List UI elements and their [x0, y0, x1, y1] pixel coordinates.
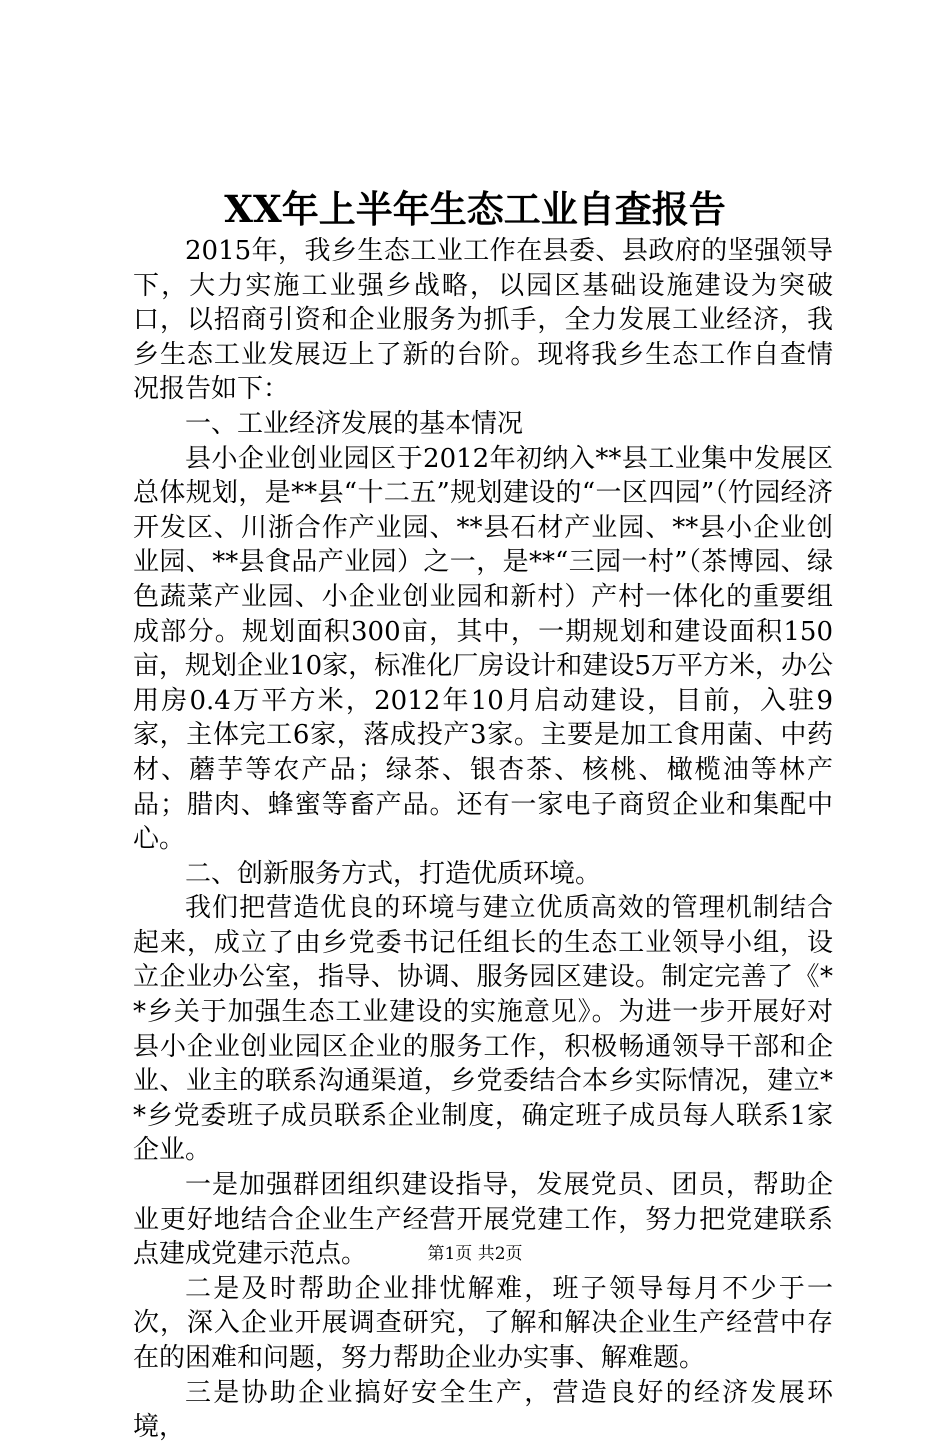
- page-footer: 第1页 共2页: [427, 1244, 523, 1264]
- paragraph-point-3: 三是协助企业搞好安全生产，营造良好的经济发展环境，: [133, 1377, 833, 1443]
- paragraph-point-2: 二是及时帮助企业排忧解难，班子领导每月不少于一次，深入企业开展调查研究，了解和解决企业生产经营中存在的困难和问题，努力帮助企业办实事、解难题。: [133, 1273, 833, 1373]
- paragraph-section-1: 县小企业创业园区于2012年初纳入**县工业集中发展区总体规划，是**县“十二五”规划建设的“一区四园”（竹园经济开发区、川浙合作产业园、**县石材产业园、**县小企业创业园、**县食品产业园）之一，是**“三园一村”（茶博园、绿色蔬菜产业园、小企业创业园和新村）产村一体化的重要组成部分。规划面积300亩，其中，一期规划和建设面积150亩，规划企业10家，标准化厂房设计和建设5万平方米，办公用房0.4万平方米，2012年10月启动建设，目前，入驻9家，主体完工6家，落成投产3家。主要是加工食用菌、中药材、蘑芋等农产品；绿茶、银杏茶、核桃、橄榄油等林产品；腊肉、蜂蜜等畜产品。还有一家电子商贸企业和集配中心。: [133, 443, 833, 855]
- paragraph-section-2: 我们把营造优良的环境与建立优质高效的管理机制结合起来，成立了由乡党委书记任组长的生态工业领导小组，设立企业办公室，指导、协调、服务园区建设。制定完善了《**乡关于加强生态工业建设的实施意见》。为进一步开展好对县小企业创业园区企业的服务工作，积极畅通领导干部和企业、业主的联系沟通渠道，乡党委结合本乡实际情况，建立**乡党委班子成员联系企业制度，确定班子成员每人联系1家企业。: [133, 893, 833, 1166]
- paragraph-intro: 2015年，我乡生态工业工作在县委、县政府的坚强领导下，大力实施工业强乡战略，以园区基础设施建设为突破口，以招商引资和企业服务为抓手，全力发展工业经济，我乡生态工业发展迈上了新的台阶。现将我乡生态工作自查情况报告如下：: [133, 236, 833, 405]
- heading-section-1: 一、工业经济发展的基本情况: [185, 408, 524, 439]
- document-title: XX年上半年生态工业自查报告: [224, 187, 726, 231]
- heading-section-2: 二、创新服务方式，打造优质环境。: [185, 858, 602, 889]
- paragraph-point-1: 一是加强群团组织建设指导，发展党员、团员，帮助企业更好地结合企业生产经营开展党建工作，努力把党建联系点建成党建示范点。: [133, 1170, 833, 1270]
